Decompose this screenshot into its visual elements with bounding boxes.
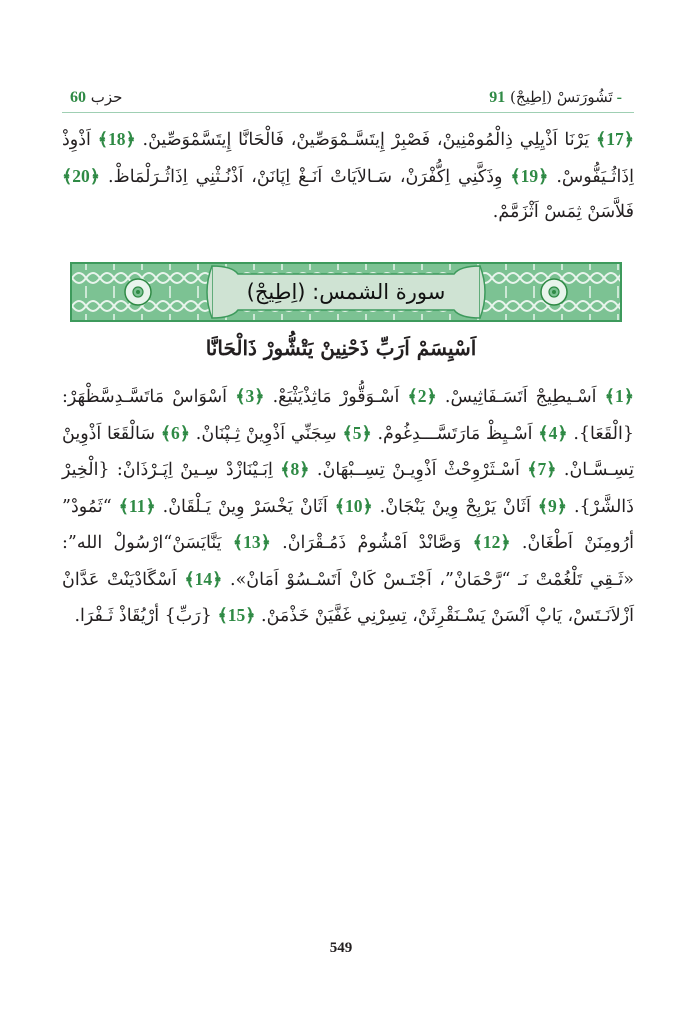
- verse-marker: ﴿13﴾: [232, 532, 271, 552]
- hizb-indicator: [70, 88, 122, 107]
- page-header: [70, 84, 622, 110]
- verse: ﴿20﴾ فَلاَّسَنْ ثِمَسْ اَثْزَمَّمْ.: [62, 165, 634, 222]
- hizb-label: حزب: [90, 87, 123, 106]
- verse-marker: ﴿15﴾: [217, 605, 256, 625]
- verse-marker: ﴿17﴾: [595, 129, 634, 149]
- bismillah: اَسْيِسَمْ اَرَبِّ ذَحْنِينْ يَتْشُّورْ ذَالْحَانَّا: [205, 336, 477, 360]
- verse: ﴿8﴾ اِبَـيْنَازْدْ سِـينْ اِپَـرْذَانْ: {الْخِيرْ ذَالشَّرْ}.: [62, 459, 634, 517]
- surah-indicator: [489, 88, 622, 107]
- verse: ﴿9﴾ اَثَانْ يَرْبِحْ وِينْ يَنْجَانْ.: [379, 495, 568, 517]
- verse: ﴿13﴾ يَنَّايَسَنْ“ارْسُولْ الله”: «ثَـقِي تَلْغُمْتْ نَـ “رَّحْمَانْ”، اَجْتَـسْ كَانْ اَتَسْـسُوْ اَمَانْ».: [62, 532, 634, 590]
- verse: ﴿11﴾ “ثَمُودْ” أرُومِنَنْ اَطْغَانْ.: [62, 495, 634, 553]
- page-number: 549: [329, 940, 353, 956]
- verse: ﴿5﴾ سِجَنِّي اَذْوِينْ ثِـپْنَانْ.: [195, 422, 372, 444]
- verse: ﴿15﴾ {رَبِّ} أرْيُقَاذْ ثَـفْرَا.: [74, 605, 256, 626]
- verse: ﴿7﴾ اَسْـثَرْوِحْثْ اَذْوِيـنْ تِسِــبْهَانْ.: [316, 459, 557, 480]
- verse-marker: ﴿1﴾: [604, 386, 634, 406]
- verse-marker: ﴿11﴾: [118, 495, 156, 516]
- previous-section-text: [62, 122, 634, 231]
- hizb-number: 60: [70, 88, 86, 106]
- verse-marker: ﴿6﴾: [160, 422, 191, 443]
- verse: ﴿14﴾ اَسْگَادْيَنْتْ عَدَّانْ اَزْلاَنَـتَسْ، يَاپْ اَنْسَنْ يَسْـنَقْرِثَنْ، تِسِرْنِي غَفَّيَنْ خَذْمَنْ.: [62, 568, 634, 626]
- verse-marker: ﴿5﴾: [342, 422, 372, 443]
- surah-name: تَشُورَتسْ (اِطِيجْ): [510, 87, 613, 106]
- surah-number: 91 -: [489, 88, 622, 106]
- verse-marker: ﴿19﴾: [510, 165, 549, 186]
- surah-text: [62, 379, 634, 635]
- verse: ﴿2﴾ اَسْـوَقُّورْ مَاثِذْيَثْيَعْ.: [272, 386, 437, 407]
- verse-marker: ﴿14﴾: [184, 568, 223, 589]
- verse: ﴿10﴾ اَثَانْ يَخْسَرْ وِينْ يَـلْقَانْ.: [162, 495, 373, 517]
- verse-marker: ﴿7﴾: [527, 459, 557, 479]
- verse: ﴿6﴾ سَالْقَعَا اَذْوِينْ تِسِـسَّـانْ.: [62, 422, 634, 480]
- verse: ﴿1﴾ اَسْـيطِيجْ اَتَسَـفَاثِيسْ.: [444, 386, 634, 407]
- verse-marker: ﴿9﴾: [537, 495, 568, 516]
- surah-title: سورة الشمس: (اِطِيجْ): [246, 280, 446, 304]
- verse-marker: ﴿2﴾: [407, 386, 437, 406]
- surah-title-banner: [70, 262, 622, 322]
- verse-marker: ﴿4﴾: [538, 422, 568, 443]
- verse-marker: ﴿8﴾: [280, 459, 310, 479]
- verse-marker: ﴿10﴾: [334, 495, 373, 516]
- verse: ﴿3﴾ اَسْوَاسْ مَاتَسَّـدِسَّظْهَرْ: {الْقَعَا}.: [62, 386, 634, 444]
- verse: ﴿19﴾ وِذَكَّنِي اِكُّفْرَنْ، سَـالاَيَاتْ اَنَـغْ اِپَانَنْ، اَذْنُـثْنِي اِذَاثُـرَلْمَاظْ.: [107, 165, 549, 187]
- verse: ﴿12﴾ وَصَّانْدْ اَمْشُومْ ذَمُـقْرَانْ.: [282, 532, 511, 553]
- verse-marker: ﴿12﴾: [472, 532, 511, 552]
- verse: ﴿4﴾ اَسْـيِظْ مَارَتَسَّـــدِغُومْ.: [377, 422, 568, 444]
- verse: ﴿18﴾ اَذْوِذْ اِذَاثُـيَفُّوسْ.: [62, 129, 634, 187]
- verse: ﴿17﴾ يَرْنَا اَذْيِلِي ذِالْمُومْنِينْ، فَصْبِرْ إِيتَسَّـمْوَصِّينْ، فَالْحَانَّا إِيتَسَّمْوَصِّينْ.: [142, 129, 634, 150]
- verse-marker: ﴿18﴾: [97, 129, 136, 149]
- verse-marker: ﴿3﴾: [235, 386, 265, 406]
- header-rule: [62, 112, 634, 113]
- verse-marker: ﴿20﴾: [62, 165, 101, 186]
